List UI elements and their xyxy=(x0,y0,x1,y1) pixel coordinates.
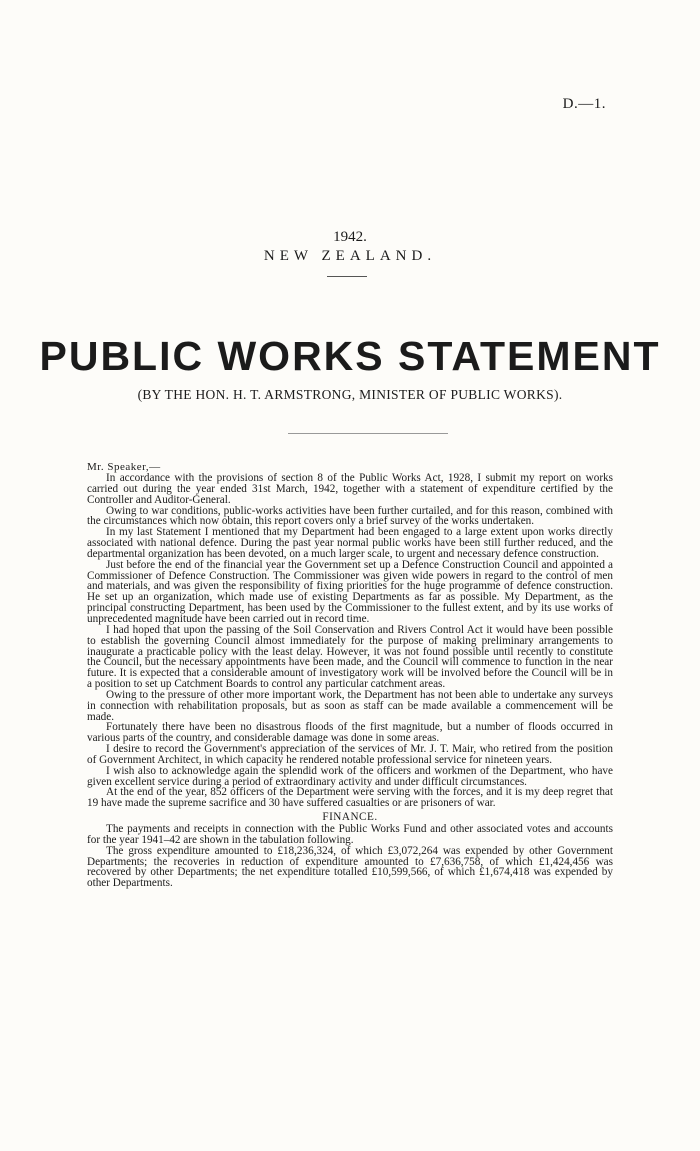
page-title: PUBLIC WORKS STATEMENT xyxy=(39,333,661,379)
paragraph: At the end of the year, 852 officers of the Department were serving with the forces, and it is my deep regret that 19 have made the supreme sacrifice and 30 have suffered casualties or are prisoners of war. xyxy=(87,786,613,810)
paragraph: Owing to war conditions, public-works activities have been further curtailed, and for this reason, combined with the circumstances which now obtain, this report covers only a brief survey of the works undertaken. xyxy=(87,504,613,528)
paragraph: In accordance with the provisions of section 8 of the Public Works Act, 1928, I submit my report on works carried out during the year ended 31st March, 1942, together with a statement of expenditure certified by the Controller and Auditor-General. xyxy=(87,472,613,506)
document-country: NEW ZEALAND. xyxy=(263,248,437,264)
statement-body xyxy=(87,473,613,889)
paragraph: In my last Statement I mentioned that my Department had been engaged to a large extent upon works directly associated with national defence. During the past year normal public works have been still further reduced, and the departmental organization has been devoted, on a much larger scale, to urgent and necessary defence construction. xyxy=(87,526,613,560)
paragraph: Just before the end of the financial year the Government set up a Defence Construction Council and appointed a Commissioner of Defence Construction. The Commissioner was given wide powers in regard to the control of men and materials, and was given the responsibility of fixing priorities for the huge programme of defence construction. He set up an organization, which made use of existing Departments as far as possible. My Department, as the principal constructing Department, has been used by the Commissioner to the fullest extent, and by its use works of unprecedented magnitude have been carried out in record time. xyxy=(87,558,613,625)
paragraph: Owing to the pressure of other more important work, the Department has not been able to undertake any surveys in connection with rehabilitation proposals, but as soon as staff can be made available a commencement will be made. xyxy=(87,688,613,723)
paragraph: I had hoped that upon the passing of the Soil Conservation and Rivers Control Act it would have been possible to establish the governing Council almost immediately for the purpose of making preliminary arrangements to inaugurate a practicable policy with the least delay. However, it was not found possible until recently to constitute the Council, but the necessary appointments have been made, and the Council will commence to function in the near future. It is expected that a considerable amount of investigatory work will be involved before the Council will be in a position to set up Catchment Boards to control any particular catchment areas. xyxy=(87,623,613,691)
salutation: Mr. Speaker,— xyxy=(87,461,161,473)
finance-paragraph: The gross expenditure amounted to £18,236,324, of which £3,072,264 was expended by other Government Departments; the recoveries in reduction of expenditure amounted to £7,636,758, of which £1,424,456 was recovered by other Departments; the net expenditure totalled £10,599,566, of which £1,674,418 was expended by other Departments. xyxy=(87,844,613,890)
title-divider xyxy=(288,433,448,434)
paragraph: I desire to record the Government's appreciation of the services of Mr. J. T. Mair, who retired from the position of Government Architect, in which capacity he rendered notable professional service for nineteen years. xyxy=(87,743,613,766)
page-subtitle: (BY THE HON. H. T. ARMSTRONG, MINISTER OF PUBLIC WORKS). xyxy=(137,387,563,402)
paragraph: I wish also to acknowledge again the splendid work of the officers and workmen of the Department, who have given excellent service during a period of extraordinary activity and under difficult circumstances. xyxy=(87,764,613,788)
paragraph: Fortunately there have been no disastrous floods of the first magnitude, but a number of floods occurred in various parts of the country, and considerable damage was done in some areas. xyxy=(87,721,613,745)
short-divider xyxy=(327,276,367,277)
finance-heading: FINANCE. xyxy=(322,811,378,824)
finance-paragraph: The payments and receipts in connection with the Public Works Fund and other associated votes and accounts for the year 1941–42 are shown in the tabulation following. xyxy=(87,823,613,846)
document-reference: D.—1. xyxy=(562,96,606,112)
document-year: 1942. xyxy=(333,229,367,245)
